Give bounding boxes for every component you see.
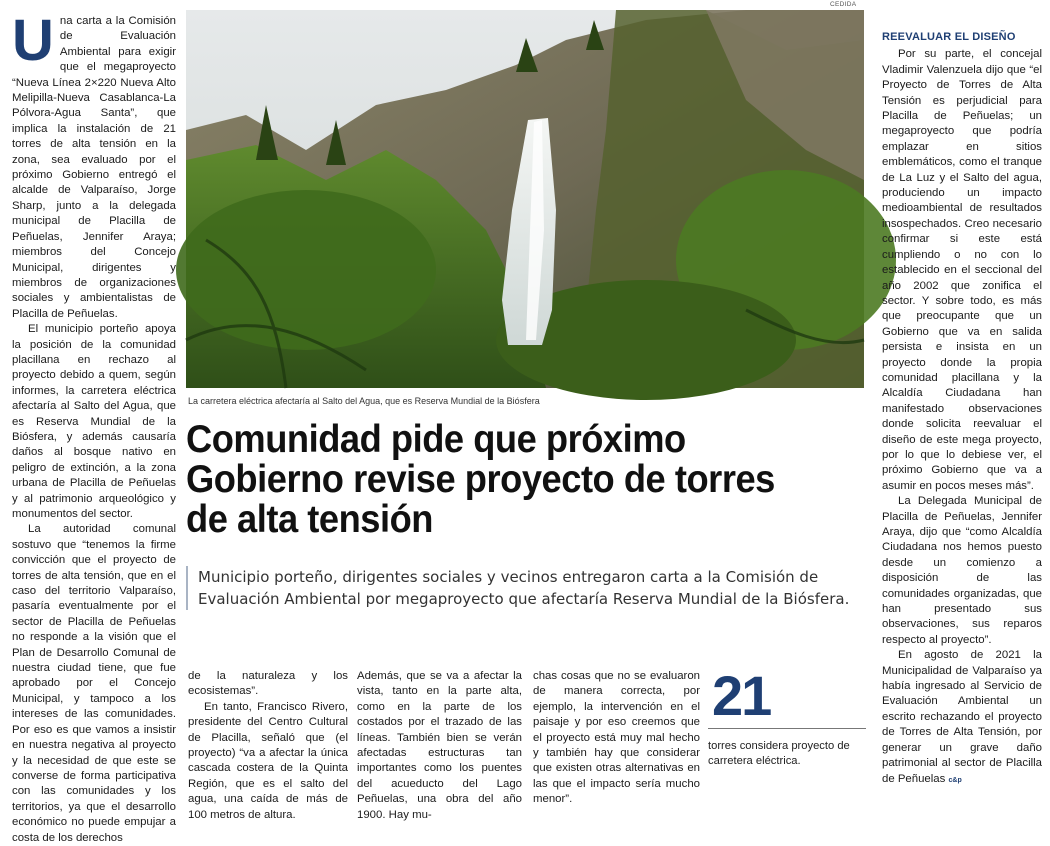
headline: Comunidad pide que próximo Gobierno revise proyecto de torres de alta tensión xyxy=(186,418,775,541)
left-paragraph-3: La autoridad comunal sostuvo que “tenemos la firme convicción que el proyecto de torres de alta tensión, que en el caso del territorio Valparaíso, pasaría eventualmente por el sector de Placilla de Peñuelas no responde a la visión que el Plan de Desarrollo Comunal de nuestra ciudad tiene, que fue aprobado por el Concejo Municipal, y tampoco a los intereses de las comunidades. Por eso es que vamos a insistir en nuestra negativa al proyecto y la necesidad de que este se converse de forma participativa con las comunidades y los territorios, ya que el desarrollo económico no puede empujar a costa de los derechos xyxy=(12,523,176,844)
drop-cap: U xyxy=(12,8,54,73)
fact-box xyxy=(708,664,866,769)
photo-credit: CEDIDA xyxy=(830,1,857,8)
bottom-col1-paragraph-2: En tanto, Francisco Rivero, presidente del Centro Cultural de Placilla, señaló que (el proyecto) “va a afectar la única cascada costera de la Quinta Región, que es el salto del agua, una caída de más de 100 metros de altura. xyxy=(188,700,348,821)
bottom-col3-paragraph-1: chas cosas que no se evaluaron de manera correcta, por ejemplo, la intervención en el paisaje y por eso creemos que el proyecto está muy mal hecho y también hay que considerar que existen otras alternativas en las que el impacto sería mucho menor”. xyxy=(533,670,700,806)
fact-divider xyxy=(708,728,866,729)
bottom-col1-paragraph-1: de la naturaleza y los ecosistemas”. xyxy=(188,670,348,698)
right-paragraph-3 xyxy=(882,648,1042,788)
right-paragraph-2: La Delegada Municipal de Placilla de Peñuelas, Jennifer Araya, dijo que “como Alcaldía Ciudadana nos hemos puesto desde un comienzo a disposición de las comunidades organizadas, que han presentado sus observaciones, sus reparos respecto al proyecto”. xyxy=(882,495,1042,646)
bottom-column-1 xyxy=(188,669,348,823)
left-paragraph-1 xyxy=(12,8,176,322)
bottom-column-3 xyxy=(533,669,700,808)
right-paragraph-3-text: En agosto de 2021 la Municipalidad de Valparaíso ya había ingresado al Servicio de Evaluación Ambiental un escrito rechazando el proyecto de Torres de Alta Tensión, por generar un grave daño patrimonial al sector de Placilla de Peñuelas xyxy=(882,649,1042,785)
waterfall-illustration xyxy=(186,10,864,388)
bottom-column-2 xyxy=(357,669,522,823)
author-signoff: c&p xyxy=(948,776,962,784)
fact-text: torres considera proyecto de carretera eléctrica. xyxy=(708,740,850,767)
left-paragraph-1-text: na carta a la Comisión de Evaluación Ambiental para exigir que el megaproyecto “Nueva Línea 2×220 Nueva Alto Melipilla-Nueva Casablanca-La Pólvora-Agua Santa”, que implica la instalación de 21 torres de alta tensión en la zona, sea evaluado por el próximo Gobierno entregó el alcalde de Valparaíso, Jorge Sharp, junto a la delegada municipal de Placilla de Peñuelas, Jennifer Araya; miembros del Concejo Municipal, dirigentes y miembros de organizaciones sociales y ambientalistas de Placilla de Peñuelas. xyxy=(12,15,176,320)
bottom-col2-paragraph-1: Además, que se va a afectar la vista, tanto en la parte alta, como en la parte de los costados por el trazado de las líneas. También bien se verán afectadas estructuras tan importantes como los puentes del acueducto del Lago Peñuelas, una obra del año 1900. Hay mu- xyxy=(357,670,522,821)
fact-number: 21 xyxy=(712,664,771,727)
waterfall-photo xyxy=(186,10,864,388)
photo-caption: La carretera eléctrica afectaría al Salto del Agua, que es Reserva Mundial de la Biósfera xyxy=(188,396,540,406)
left-article-column xyxy=(12,8,176,846)
subheadline: Municipio porteño, dirigentes sociales y vecinos entregaron carta a la Comisión de Evaluación Ambiental por megaproyecto que afectaría Reserva Mundial de la Biósfera. xyxy=(186,566,864,610)
section-heading: REEVALUAR EL DISEÑO xyxy=(882,31,1016,43)
right-article-column xyxy=(882,30,1042,788)
left-paragraph-2: El municipio porteño apoya la posición de la comunidad placillana en rechazo al proyecto debido a quem, según informes, la carretera eléctrica afectaría al Salto del Agua, que es Reserva Mundial de la Biósfera, y además causaría daños al bosque nativo en peligro de extinción, a la zona urbana de Placilla de Peñuelas y al patrimonio arqueológico y monumentos del sector. xyxy=(12,323,176,520)
right-paragraph-1: Por su parte, el concejal Vladimir Valenzuela dijo que “el Proyecto de Torres de Alta Tensión es perjudicial para Placilla de Peñuelas; un megaproyecto que podría emplazar en sitios emblemáticos, como el tranque de La Luz y el Salto del agua, produciendo un impacto medioambiental de resultados insospechados. Creo necesario confirmar si este está cumpliendo o no con lo establecido en el seccional del año 2002 que zonifica el sector. Y sobre todo, es más que preocupante que un Gobierno que va en salida persista e insista en un proyecto donde la propia comunidad placillana y la Alcaldía Ciudadana han manifestado observaciones donde solicita reevaluar el diseño de este mega proyecto, por lo que lo debiese ver, el próximo Gobierno que va a asumir en pocos meses más”. xyxy=(882,48,1042,492)
